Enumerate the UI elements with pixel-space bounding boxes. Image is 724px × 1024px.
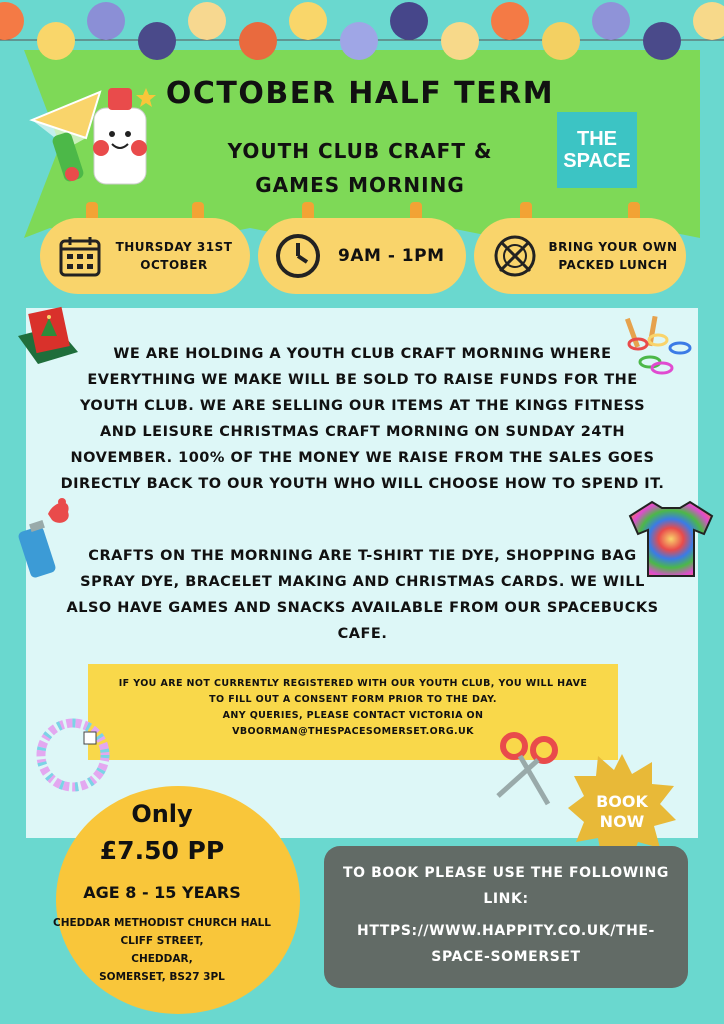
booking-box — [324, 846, 688, 988]
booking-instruction: TO BOOK PLEASE USE THE FOLLOWING LINK: — [343, 865, 669, 907]
venue-line: CHEDDAR METHODIST CHURCH HALL — [52, 917, 271, 929]
calendar-icon — [58, 234, 102, 278]
pompom — [289, 2, 327, 40]
logo-line: THE — [577, 128, 617, 150]
subtitle-line: YOUTH CLUB CRAFT & — [227, 139, 493, 163]
date-text — [114, 238, 234, 274]
notice-line: ANY QUERIES, PLEASE CONTACT VICTORIA ON — [222, 710, 484, 721]
pompom — [491, 2, 529, 40]
plate-cutlery-icon — [492, 233, 538, 279]
lunch-text — [548, 238, 678, 274]
booking-link[interactable]: HTTPS://WWW.HAPPITY.CO.UK/THE-SPACE-SOMERSET — [357, 923, 655, 965]
scissors-icon — [488, 730, 568, 810]
lunch-line: PACKED LUNCH — [558, 258, 668, 272]
pompom — [188, 2, 226, 40]
spray-can-icon — [14, 492, 74, 582]
notice-line: IF YOU ARE NOT CURRENTLY REGISTERED WITH OUR YOUTH CLUB, YOU WILL HAVE — [118, 678, 588, 689]
pompom — [643, 22, 681, 60]
bracelet-icon — [30, 712, 116, 798]
pompom — [441, 22, 479, 60]
only-label: Only — [131, 800, 193, 828]
pompom — [37, 22, 75, 60]
pompom — [542, 22, 580, 60]
price-amount: £7.50 PP — [99, 836, 225, 865]
glue-bottle-icon — [28, 78, 158, 198]
pompom — [87, 2, 125, 40]
venue-line: CHEDDAR, — [131, 953, 193, 965]
age-range: AGE 8 - 15 YEARS — [83, 883, 241, 902]
lunch-line: BRING YOUR OWN — [548, 240, 678, 254]
pompom — [340, 22, 378, 60]
time-text: 9AM - 1PM — [338, 246, 445, 266]
tie-dye-shirt-icon — [628, 496, 714, 580]
pompom — [592, 2, 630, 40]
time-pill — [258, 218, 466, 294]
pompom — [390, 2, 428, 40]
pompom — [138, 22, 176, 60]
pompom-garland — [0, 0, 724, 70]
page-title: OCTOBER HALF TERM — [165, 76, 555, 111]
clock-icon — [274, 232, 322, 280]
event-subtitle — [190, 134, 530, 202]
pompom — [239, 22, 277, 60]
date-line: OCTOBER — [140, 258, 208, 272]
pompom — [0, 2, 24, 40]
badge-line: BOOK — [596, 792, 648, 811]
description-paragraph: WE ARE HOLDING A YOUTH CLUB CRAFT MORNING WHERE EVERYTHING WE MAKE WILL BE SOLD TO RAISE FUNDS FOR THE YOUTH CLUB. WE ARE SELLING OUR ITEMS AT THE KINGS FITNESS AND LEISURE CHRISTMAS CRAFT MORNING ON SUNDAY 24TH NOVEMBER. 100% OF THE MONEY WE RAISE FROM THE SALES GOES DIRECTLY BACK TO OUR YOUTH WHO WILL CHOOSE HOW TO SPEND IT. — [60, 346, 665, 492]
lunch-pill — [474, 218, 686, 294]
pompom — [693, 2, 724, 40]
venue-line: CLIFF STREET, — [120, 935, 204, 947]
notice-line: TO FILL OUT A CONSENT FORM PRIOR TO THE DAY. — [209, 694, 497, 705]
crafts-paragraph: CRAFTS ON THE MORNING ARE T-SHIRT TIE DYE, SHOPPING BAG SPRAY DYE, BRACELET MAKING AND CHRISTMAS CARDS. WE WILL ALSO HAVE GAMES AND SNACKS AVAILABLE FROM OUR SPACEBUCKS CAFE. — [66, 548, 659, 642]
venue-line: SOMERSET, BS27 3PL — [99, 971, 225, 983]
logo-line: SPACE — [563, 150, 631, 172]
book-now-text[interactable] — [566, 792, 678, 832]
contact-email[interactable]: VBOORMAN@THESPACESOMERSET.ORG.UK — [232, 726, 474, 737]
date-line: THURSDAY 31ST — [115, 240, 233, 254]
the-space-logo — [557, 112, 637, 188]
subtitle-line: GAMES MORNING — [255, 173, 465, 197]
venue-address — [40, 914, 284, 986]
badge-line: NOW — [599, 812, 645, 831]
date-pill — [40, 218, 250, 294]
